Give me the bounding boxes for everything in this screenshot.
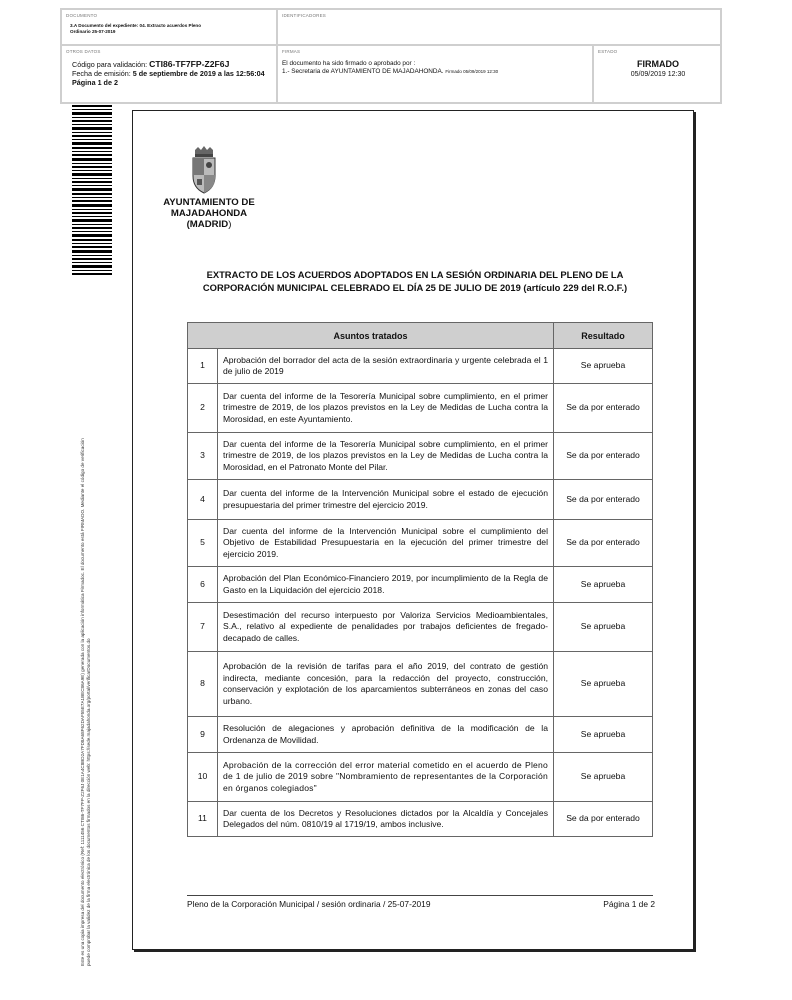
validation-code-prefix: Código para validación: (72, 60, 148, 69)
council-line2: MAJADAHONDA (170, 208, 248, 219)
footer-divider (187, 895, 653, 896)
row-number: 9 (188, 717, 218, 753)
table-row (188, 480, 653, 520)
header-page-number: Página 1 de 2 (72, 78, 118, 87)
row-number: 7 (188, 603, 218, 652)
table-row (188, 603, 653, 652)
council-name (147, 197, 271, 230)
row-topic: Dar cuenta del informe de la Tesorería Municipal sobre cumplimiento, en el primer trimestre de 2019, de los plazos previstos en la Ley de Medidas de Lucha contra la Morosidad, en este Ayuntamiento. (218, 384, 554, 433)
row-topic: Resolución de alegaciones y aprobación definitiva de la modificación de la Ordenanza de Movilidad. (218, 717, 554, 753)
verification-line1: Este es una copia impresa del documento electrónico (Ref: 1111456 CTI86-TF7FP-Z2F6J 0E1A4C8BD2A7FD8A68F62DAF55E7A1BEC86A9E) generada con la aplicación informática Firmadoc. El documento está FIRMADO. Mediante el código de verificación (80, 438, 85, 966)
row-topic: Aprobación de la revisión de tarifas para el año 2019, del contrato de gestión indirecta, mediante concesión, para la redacción del proyecto, construcción, conservación y explotación de los aparcamientos subterráneos en zonas del caso urbano. (218, 652, 554, 717)
col-header-result: Resultado (554, 323, 653, 349)
documento-value-line2: Ordinario 25-07-2019 (70, 29, 116, 34)
row-number: 4 (188, 480, 218, 520)
row-topic: Aprobación de la corrección del error material cometido en el acuerdo de Pleno de 1 de julio de 2019 sobre "Nombramiento de representantes de la Corporación en órganos colegiados" (218, 753, 554, 802)
documento-label: DOCUMENTO (66, 13, 98, 18)
emission-date-value: 5 de septiembre de 2019 a las 12:56:04 (132, 69, 265, 78)
documento-value (70, 23, 201, 35)
row-result: Se da por enterado (554, 520, 653, 567)
footer-page-number: Página 1 de 2 (603, 899, 655, 909)
validation-code (72, 60, 265, 69)
firmas-line1: El documento ha sido firmado o aprobado por : (282, 60, 416, 67)
row-topic: Aprobación del borrador del acta de la sesión extraordinaria y urgente celebrada el 1 de julio de 2019 (218, 349, 554, 384)
row-result: Se da por enterado (554, 384, 653, 433)
row-result: Se da por enterado (554, 802, 653, 837)
row-topic: Dar cuenta del informe de la Intervención Municipal sobre el estado de ejecución presupuestaria del primer trimestre del ejercicio 2019. (218, 480, 554, 520)
firmas-line2 (282, 68, 498, 76)
row-number: 5 (188, 520, 218, 567)
document-title (173, 268, 657, 294)
footer-session-text: Pleno de la Corporación Municipal / sesión ordinaria / 25-07-2019 (187, 899, 431, 909)
otros-datos-cell (61, 45, 277, 103)
row-result: Se aprueba (554, 753, 653, 802)
table-row (188, 567, 653, 603)
coat-of-arms-icon (189, 146, 219, 196)
emission-date (72, 69, 265, 78)
verification-line2: puede comprobar la validez de la firma electrónica de los documentos firmados en la dirección web: https://sede.majadahonda.org/portal/verificarDocumentos.do (86, 638, 91, 966)
row-result: Se da por enterado (554, 433, 653, 480)
row-result: Se aprueba (554, 717, 653, 753)
row-number: 8 (188, 652, 218, 717)
otros-datos-content (72, 60, 265, 87)
table-row (188, 717, 653, 753)
validation-code-value: CTI86-TF7FP-Z2F6J (149, 59, 230, 69)
title-line1: EXTRACTO DE LOS ACUERDOS ADOPTADOS EN LA SESIÓN ORDINARIA DEL PLENO DE LA (206, 269, 624, 280)
row-result: Se aprueba (554, 567, 653, 603)
row-result: Se da por enterado (554, 480, 653, 520)
table-row (188, 349, 653, 384)
table-row (188, 384, 653, 433)
table-row (188, 433, 653, 480)
row-result: Se aprueba (554, 652, 653, 717)
firmas-content (282, 60, 498, 76)
council-line3 (147, 219, 271, 230)
emission-date-prefix: Fecha de emisión: (72, 69, 131, 78)
row-number: 2 (188, 384, 218, 433)
council-line1: AYUNTAMIENTO DE (163, 197, 255, 208)
council-line3-close: ) (228, 219, 232, 230)
row-result: Se aprueba (554, 349, 653, 384)
table-body (188, 349, 653, 837)
council-line3-open: (MADRID (186, 219, 229, 230)
firmas-line2-main: 1.- Secretaria de AYUNTAMIENTO DE MAJADAHONDA. (282, 68, 444, 75)
documento-cell (61, 9, 277, 45)
row-number: 10 (188, 753, 218, 802)
documento-value-line1: 3.A Documento del expediente: 04. Extracto acuerdos Pleno (70, 23, 202, 28)
table-row (188, 802, 653, 837)
firmas-label: FIRMAS (282, 49, 301, 54)
signature-header (60, 8, 722, 104)
estado-value: FIRMADO (637, 59, 679, 69)
col-header-topics: Asuntos tratados (188, 323, 554, 349)
row-topic: Dar cuenta del informe de la Intervención Municipal sobre el cumplimiento del Objetivo de Estabilidad Presupuestaria en la ejecución del primer trimestre del ejercicio 2019. (218, 520, 554, 567)
row-number: 3 (188, 433, 218, 480)
row-topic: Aprobación del Plan Económico-Financiero 2019, por incumplimiento de la Regla de Gasto en la Liquidación del ejercicio 2018. (218, 567, 554, 603)
agreements-table (187, 322, 653, 837)
row-number: 6 (188, 567, 218, 603)
table-row (188, 652, 653, 717)
identificadores-cell (277, 9, 721, 45)
estado-date: 05/09/2019 12:30 (630, 71, 686, 78)
row-number: 11 (188, 802, 218, 837)
estado-label: ESTADO (598, 49, 618, 54)
row-number: 1 (188, 349, 218, 384)
title-line2: CORPORACIÓN MUNICIPAL CELEBRADO EL DÍA 25 DE JULIO DE 2019 (artículo 229 del R.O.F.) (202, 282, 628, 293)
barcode-icon (72, 105, 112, 275)
estado-cell (593, 45, 721, 103)
row-topic: Dar cuenta de los Decretos y Resoluciones dictados por la Alcaldía y Concejales Delegados del núm. 0810/19 al 1719/19, ambos inclusive. (218, 802, 554, 837)
firmas-cell (277, 45, 593, 103)
row-topic: Dar cuenta del informe de la Tesorería Municipal sobre cumplimiento, en el primer trimestre de 2019, de los plazos previstos en la Ley de Medidas de Lucha contra la Morosidad, en el Patronato Monte del Pilar. (218, 433, 554, 480)
otros-datos-label: OTROS DATOS (66, 49, 101, 54)
row-topic: Desestimación del recurso interpuesto por Valoriza Servicios Medioambientales, S.A., relativo al expediente de penalidades por trabajos deficientes de fregado-decapado de calles. (218, 603, 554, 652)
document-page (132, 110, 694, 950)
row-result: Se aprueba (554, 603, 653, 652)
firmas-line2-date: Firmado 05/09/2019 12:30 (445, 69, 499, 74)
table-header-row (188, 323, 653, 349)
identificadores-label: IDENTIFICADORES (282, 13, 327, 18)
table-row (188, 520, 653, 567)
table-row (188, 753, 653, 802)
verification-vertical-text (80, 438, 92, 966)
